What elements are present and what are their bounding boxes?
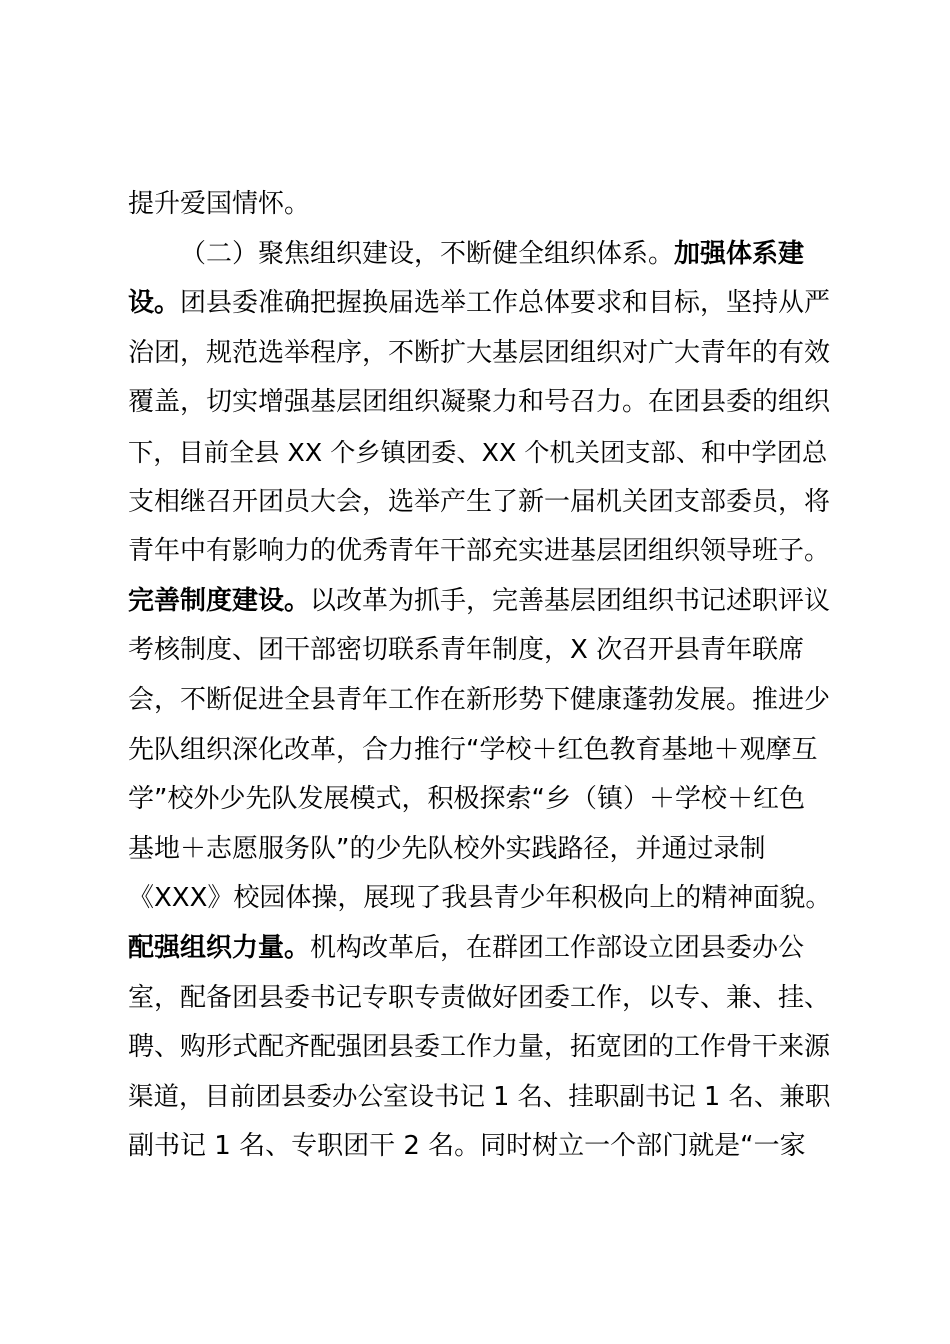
- body-text: 学”校外少先队发展模式，积极探索“乡（镇）＋学校＋红色: [128, 784, 805, 815]
- text-line: [128, 577, 832, 627]
- body-text: 团县委准确把握换届选举工作总体要求和目标，坚持从严: [180, 288, 831, 319]
- bold-heading-text: 完善制度建设。: [128, 585, 311, 616]
- text-line: [128, 230, 832, 280]
- text-line: [128, 180, 832, 230]
- body-text: 支相继召开团员大会，选举产生了新一届机关团支部委员，将: [128, 486, 831, 517]
- document-body: [128, 180, 832, 1172]
- text-line: [128, 527, 832, 577]
- bold-heading-text: 加强体系建: [674, 238, 805, 269]
- text-line: [128, 874, 832, 924]
- text-line: [128, 329, 832, 379]
- text-line: [128, 924, 832, 974]
- body-text: 提升爱国情怀。: [128, 189, 311, 219]
- text-line: [128, 428, 832, 478]
- text-line: [128, 1073, 832, 1123]
- body-text: 会，不断促进全县青年工作在新形势下健康蓬勃发展。推进少: [128, 684, 831, 715]
- text-line: [128, 1122, 832, 1172]
- body-text: 以改革为抓手，完善基层团组织书记述职评议: [310, 585, 831, 616]
- text-line: [128, 974, 832, 1024]
- body-text: 覆盖，切实增强基层团组织凝聚力和号召力。在团县委的组织: [128, 387, 831, 418]
- body-text: 渠道，目前团县委办公室设书记 1 名、挂职副书记 1 名、兼职: [128, 1081, 831, 1112]
- bold-heading-text: 设。: [128, 288, 181, 319]
- text-line: [128, 726, 832, 776]
- body-text: 基地＋志愿服务队”的少先队校外实践路径，并通过录制: [128, 833, 766, 864]
- text-line: [128, 378, 832, 428]
- text-line: [128, 825, 832, 875]
- body-text: 室，配备团县委书记专职专责做好团委工作，以专、兼、挂、: [128, 982, 831, 1013]
- body-text: 治团，规范选举程序，不断扩大基层团组织对广大青年的有效: [128, 337, 831, 368]
- body-text: 《XXX》校园体操，展现了我县青少年积极向上的精神面貌。: [128, 883, 832, 914]
- body-text: 考核制度、团干部密切联系青年制度，X 次召开县青年联席: [128, 635, 805, 666]
- body-text: 聘、购形式配齐配强团县委工作力量，拓宽团的工作骨干来源: [128, 1032, 831, 1063]
- text-line: [128, 279, 832, 329]
- text-line: [128, 775, 832, 825]
- body-text: （二）聚焦组织建设，不断健全组织体系。: [180, 238, 675, 269]
- text-line: [128, 478, 832, 528]
- body-text: 副书记 1 名、专职团干 2 名。同时树立一个部门就是“一家: [128, 1131, 806, 1162]
- text-line: [128, 1023, 832, 1073]
- text-line: [128, 676, 832, 726]
- body-text: 青年中有影响力的优秀青年干部充实进基层团组织领导班子。: [128, 536, 831, 567]
- body-text: 先队组织深化改革，合力推行“学校＋红色教育基地＋观摩互: [128, 734, 818, 765]
- body-text: 机构改革后，在群团工作部设立团县委办公: [310, 932, 805, 963]
- body-text: 下，目前全县 XX 个乡镇团委、XX 个机关团支部、和中学团总: [128, 437, 828, 467]
- bold-heading-text: 配强组织力量。: [128, 932, 311, 963]
- text-line: [128, 626, 832, 676]
